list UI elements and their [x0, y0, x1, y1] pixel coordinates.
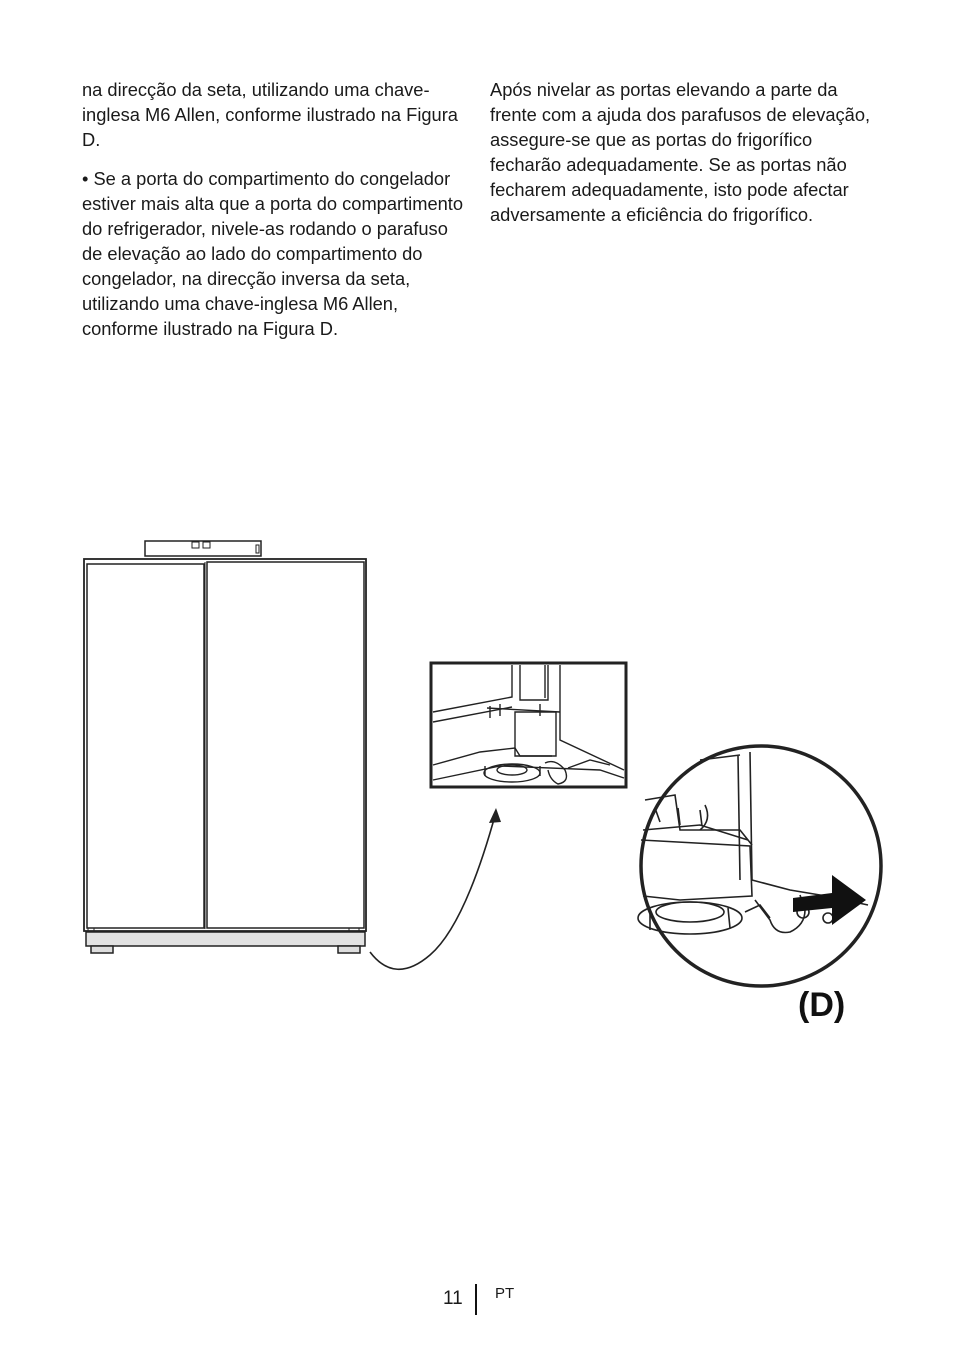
base-plinth [86, 932, 365, 946]
callout-curve [370, 812, 496, 969]
detail-box [431, 663, 626, 787]
page-number: 11 [443, 1288, 463, 1309]
cabinet-outline [84, 559, 366, 931]
refrigerator-drawing [84, 541, 501, 969]
left-foot [91, 946, 113, 953]
language-code: PT [495, 1285, 515, 1302]
figure-label: (D) [798, 986, 846, 1024]
figure-d-illustration [0, 520, 954, 1040]
footer-divider [475, 1284, 477, 1315]
magnified-detail-circle [638, 746, 881, 986]
callout-arrowhead [489, 808, 501, 823]
text-column-left [82, 77, 467, 355]
text-column-right [490, 77, 875, 241]
paragraph: Após nivelar as portas elevando a parte da frente com a ajuda dos parafusos de elevação, assegure-se que as portas do frigorífico fecharão adequadamente. Se as portas não fecharem adequadamente, isto pode afectar adversamente a eficiência do frigorífico. [490, 79, 871, 225]
paragraph: • Se a porta do compartimento do congelador estiver mais alta que a porta do compartimento do refrigerador, nivele-as rodando o parafuso de elevação ao lado do compartimento do congelador, na direcção inversa da seta, utilizando uma chave-inglesa M6 Allen, conforme ilustrado na Figura D. [82, 168, 464, 339]
right-foot [338, 946, 360, 953]
fridge-door [207, 562, 364, 928]
freezer-door [87, 564, 204, 928]
page-footer [0, 1284, 954, 1316]
paragraph: na direcção da seta, utilizando uma chave-inglesa M6 Allen, conforme ilustrado na Figura D. [82, 79, 458, 150]
